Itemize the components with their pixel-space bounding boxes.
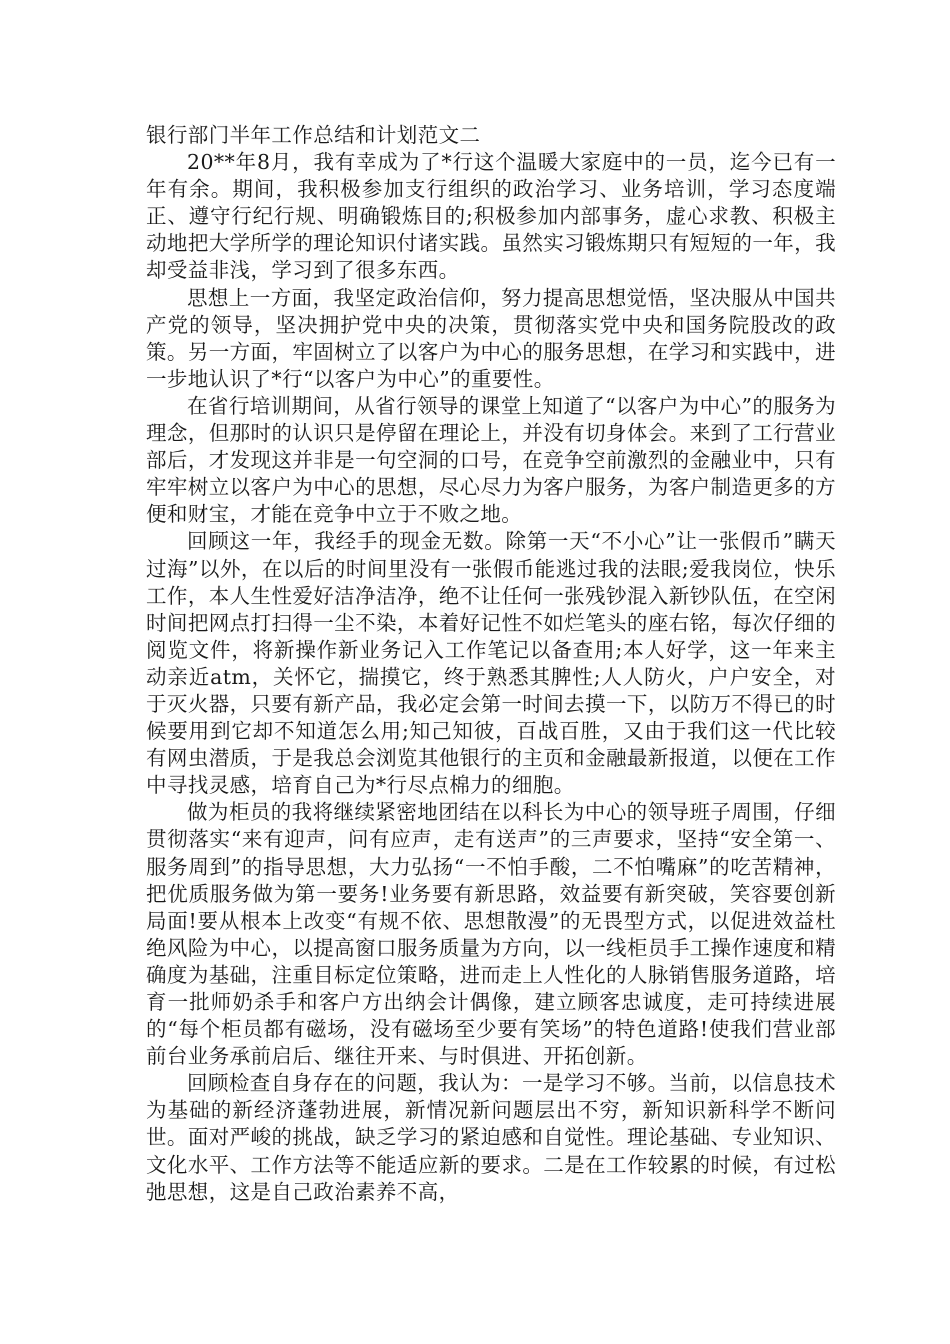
- paragraph-training: 在省行培训期间，从省行领导的课堂上知道了“以客户为中心”的服务为理念，但那时的认识只是停留在理论上，并没有切身体会。来到了工行营业部后，才发现这并非是一句空洞的口号，在竞争空前激烈的金融业中，只有牢牢树立以客户为中心的思想，尽心尽力为客户服务，为客户制造更多的方便和财宝，才能在竞争中立于不败之地。: [146, 393, 836, 527]
- paragraph-problems: 回顾检查自身存在的问题，我认为：一是学习不够。当前，以信息技术为基础的新经济蓬勃进展，新情况新问题层出不穷，新知识新科学不断问世。面对严峻的挑战，缺乏学习的紧迫感和自觉性。理论基础、专业知识、文化水平、工作方法等不能适应新的要求。二是在工作较累的时候，有过松弛思想，这是自己政治素养不高，: [146, 1071, 836, 1204]
- document-body: [146, 122, 836, 1206]
- document-title: 银行部门半年工作总结和计划范文二: [146, 123, 481, 147]
- paragraph-ideology: 思想上一方面，我坚定政治信仰，努力提高思想觉悟，坚决服从中国共产党的领导，坚决拥护党中央的决策，贯彻落实党中央和国务院股改的政策。另一方面，牢固树立了以客户为中心的服务思想，在学习和实践中，进一步地认识了*行“以客户为中心”的重要性。: [146, 285, 836, 391]
- paragraph-review-year: 回顾这一年，我经手的现金无数。除第一天“不小心”让一张假币”瞒天过海”以外，在以后的时间里没有一张假币能逃过我的法眼;爱我岗位，快乐工作，本人生性爱好洁净洁净，绝不让任何一张残钞混入新钞队伍，在空闲时间把网点打扫得一尘不染，本着好记性不如烂笔头的座右铭，每次仔细的阅览文件，将新操作新业务记入工作笔记以备查用;本人好学，这一年来主动亲近atm，关怀它，揣摸它，终于熟悉其脾性;人人防火，户户安全，对于灭火器，只要有新产品，我必定会第一时间去摸一下，以防万不得已的时候要用到它却不知道怎么用;知己知彼，百战百胜，又由于我们这一代比较有网虫潜质，于是我总会浏览其他银行的主页和金融最新报道，以便在工作中寻找灵感，培育自己为*行尽点棉力的细胞。: [146, 529, 836, 798]
- paragraph-teller-plan: 做为柜员的我将继续紧密地团结在以科长为中心的领导班子周围，仔细贯彻落实“来有迎声，问有应声，走有送声”的三声要求，坚持“安全第一、服务周到”的指导思想，大力弘扬“一不怕手酸，二不怕嘴麻”的吃苦精神，把优质服务做为第一要务!业务要有新思路，效益要有新突破，笑容要创新局面!要从根本上改变“有规不依、思想散漫”的无畏型方式，以促进效益杜绝风险为中心，以提高窗口服务质量为方向，以一线柜员手工操作速度和精确度为基础，注重目标定位策略，进而走上人性化的人脉销售服务道路，培育一批师奶杀手和客户方出纳会计偶像，建立顾客忠诚度，走可持续进展的“每个柜员都有磁场，没有磁场至少要有笑场”的特色道路!使我们营业部前台业务承前启后、继往开来、与时俱进、开拓创新。: [146, 800, 836, 1069]
- paragraph-intro: 20**年8月，我有幸成为了*行这个温暖大家庭中的一员，迄今已有一年有余。期间，我积极参加支行组织的政治学习、业务培训，学习态度端正、遵守行纪行规、明确锻炼目的;积极参加内部事务，虚心求教、积极主动地把大学所学的理论知识付诸实践。虽然实习锻炼期只有短短的一年，我却受益非浅，学习到了很多东西。: [146, 150, 836, 283]
